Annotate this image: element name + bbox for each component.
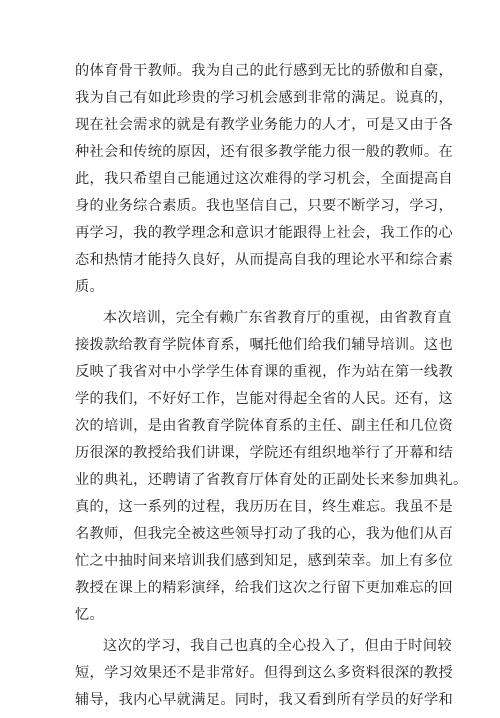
text-line: 的体育骨干教师。我为自己的此行感到无比的骄傲和自豪， (75, 63, 453, 79)
text-line: 此，我只希望自己能通过这次难得的学习机会，全面提高自 (75, 171, 453, 187)
text-line: 这次的学习，我自己也真的全心投入了，但由于时间较 (103, 638, 452, 654)
text-line: 业的典礼，还聘请了省教育厅体育处的正副处长来参加典礼。 (75, 472, 468, 488)
text-line: 真的，这一系列的过程，我历历在目，终生难忘。我虽不是 (75, 499, 453, 515)
text-line: 短，学习效果还不是非常好。但得到这么多资料很深的教授 (75, 665, 453, 681)
text-line: 忙之中抽时间来培训我们感到知足，感到荣幸。加上有多位 (75, 553, 453, 569)
body-text (75, 58, 468, 718)
paragraph (75, 58, 453, 301)
text-line: 教授在课上的精彩演绎，给我们这次之行留下更加难忘的回 (75, 580, 453, 596)
text-line: 学的我们，不好好工作，岂能对得起全省的人民。还有，这 (75, 391, 453, 407)
text-line: 态和热情才能持久良好，从而提高自我的理论水平和综合素 (75, 252, 453, 268)
text-line: 种社会和传统的原因，还有很多教学能力很一般的教师。在 (75, 144, 453, 160)
text-line: 我为自己有如此珍贵的学习机会感到非常的满足。说真的， (75, 90, 453, 106)
text-line: 现在社会需求的就是有教学业务能力的人才，可是又由于各 (75, 117, 453, 133)
text-line: 质。 (75, 279, 105, 295)
text-line: 忆。 (75, 607, 105, 623)
text-line: 名教师，但我完全被这些领导打动了我的心，我为他们从百 (75, 526, 453, 542)
text-line: 再学习，我的教学理念和意识才能跟得上社会，我工作的心 (75, 225, 453, 241)
text-line: 历很深的教授给我们讲课，学院还有组织地举行了开幕和结 (75, 445, 453, 461)
text-line: 接拨款给教育学院体育系，嘱托他们给我们辅导培训。这也 (75, 337, 453, 353)
paragraph (75, 633, 453, 714)
paragraph (75, 305, 468, 629)
text-line: 次的培训，是由省教育学院体育系的主任、副主任和几位资 (75, 418, 453, 434)
text-line: 本次培训，完全有赖广东省教育厅的重视，由省教育直 (103, 310, 452, 326)
text-line: 辅导，我内心早就满足。同时，我又看到所有学员的好学和 (75, 692, 453, 708)
text-line: 身的业务综合素质。我也坚信自己，只要不断学习，学习， (75, 198, 453, 214)
text-line: 反映了我省对中小学学生体育课的重视，作为站在第一线教 (75, 364, 453, 380)
